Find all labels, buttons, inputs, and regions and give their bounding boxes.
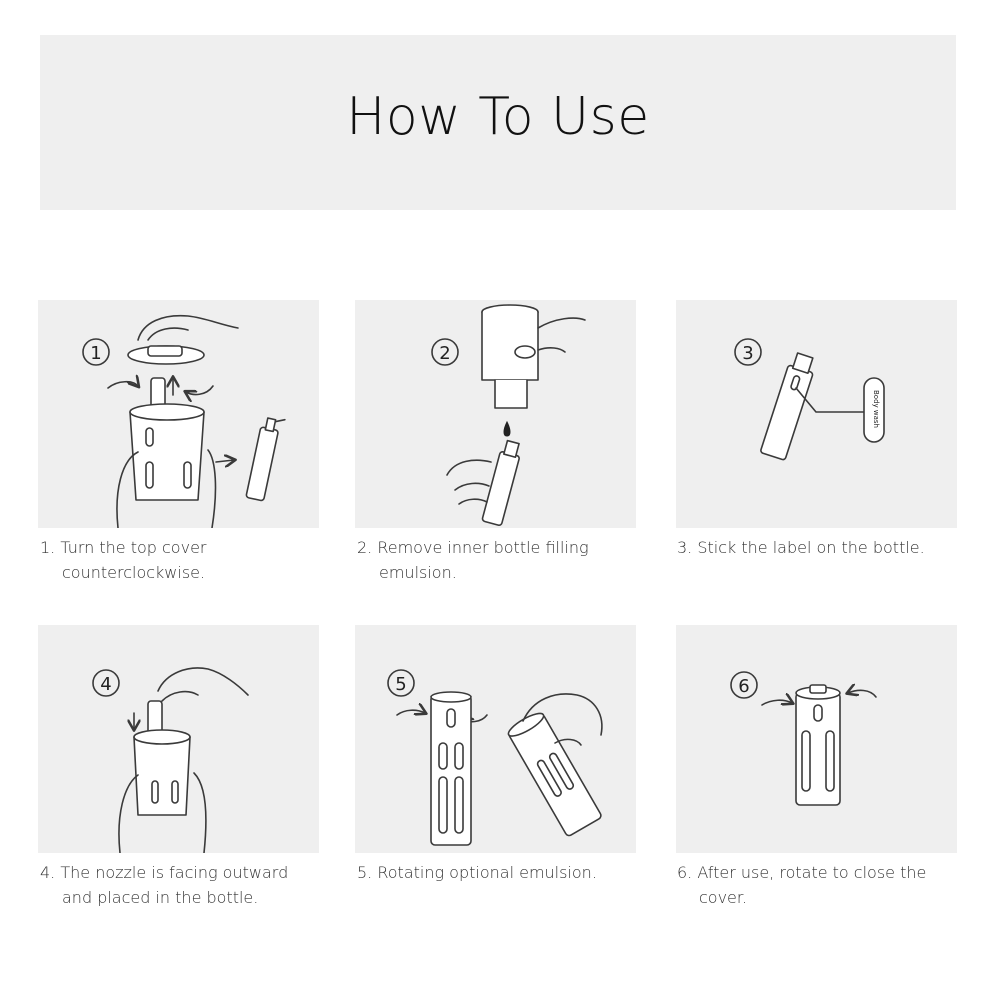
page-title: How To Use xyxy=(346,86,650,147)
step-2-illustration xyxy=(355,300,636,528)
step-1-caption: 1. Turn the top cover counterclockwise. xyxy=(40,538,207,582)
step-3-illustration xyxy=(676,300,957,528)
step-3-caption: 3. Stick the label on the bottle. xyxy=(677,538,925,557)
step-6-illustration xyxy=(676,625,957,853)
step-2-caption: 2. Remove inner bottle filling emulsion. xyxy=(357,538,589,582)
step-1-illustration xyxy=(38,300,319,528)
step-3-number: 3 xyxy=(742,343,754,364)
step-4-caption: 4. The nozzle is facing outward and placed in the bottle. xyxy=(40,863,289,907)
step-1-number: 1 xyxy=(90,343,102,364)
title-banner xyxy=(40,35,956,210)
step-5-caption: 5. Rotating optional emulsion. xyxy=(357,863,597,882)
step-6-caption: 6. After use, rotate to close the cover. xyxy=(677,863,927,907)
step-5-illustration xyxy=(355,625,636,853)
label-text: Body wash xyxy=(872,390,880,428)
step-4-illustration xyxy=(38,625,319,853)
step-4-number: 4 xyxy=(100,674,112,695)
step-5-number: 5 xyxy=(395,674,407,695)
step-6-number: 6 xyxy=(738,676,750,697)
step-2-number: 2 xyxy=(439,343,451,364)
